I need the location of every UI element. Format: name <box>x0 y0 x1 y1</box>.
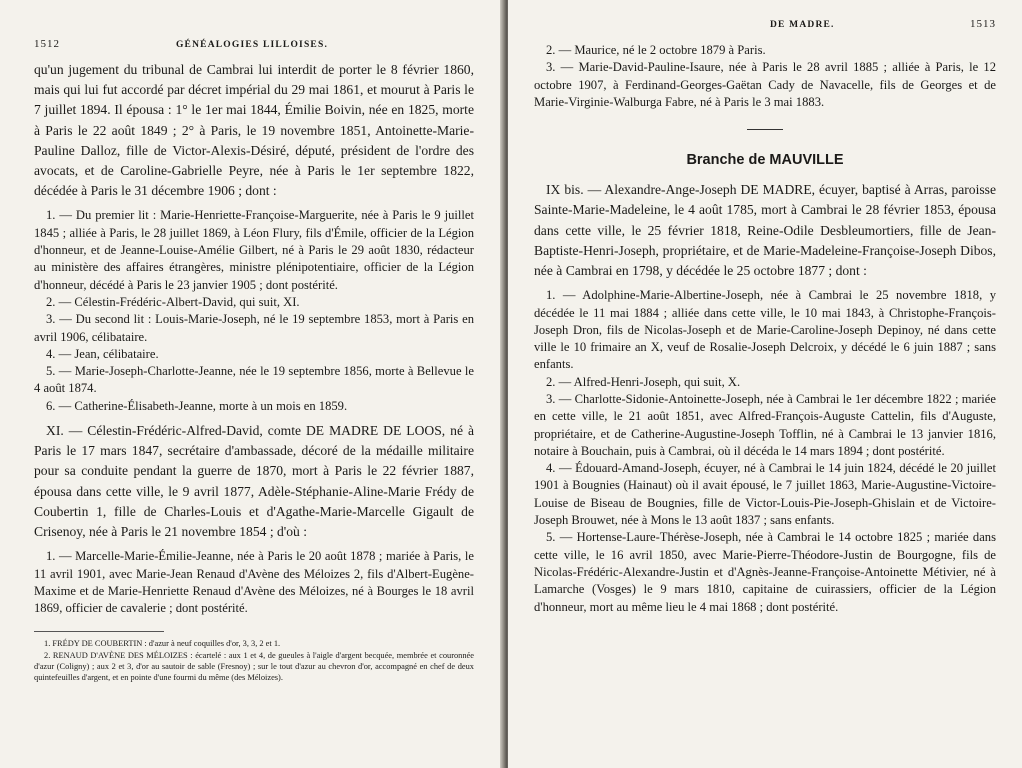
list-item: 1. — Marcelle-Marie-Émilie-Jeanne, née à Paris le 20 août 1878 ; mariée à Paris, le 11 avril 1901, avec Marie-Jean Renaud d'Avène des Méloizes 2, fils d'Albert-Eugène-Maxime et de Marie-Henriette Renaud d'Avène des Méloizes, né à Bourges le 18 avril 1869, officier de cavalerie ; dont postérité. <box>34 549 474 616</box>
right-page <box>508 0 1022 768</box>
footnote: 2. RENAUD D'AVÈNE DES MÉLOIZES : écartelé : aux 1 et 4, de gueules à l'aigle d'argent becquée, membrée et couronnée d'azur (Coligny) ; aux 2 et 3, d'or au sautoir de sable (Fresnoy) ; sur le tout d'azur au chevron d'or, accompagné en chef de deux quintefeuilles d'argent, et en pointe d'une fourmi du même (des Méloizes). <box>34 650 474 683</box>
list-item: 5. — Marie-Joseph-Charlotte-Jeanne, née le 19 septembre 1856, morte à Bellevue le 4 août 1874. <box>34 364 474 396</box>
right-running-head <box>534 18 996 30</box>
list-item: 3. — Charlotte-Sidonie-Antoinette-Joseph, née à Cambrai le 1er décembre 1822 ; mariée en cette ville, le 21 août 1851, avec Alfred-François-Auguste Cattelin, fils d'Auguste, propriétaire, et de Catherine-Augustine-Joseph Tofflin, né à Cambrai le 13 janvier 1816, notaire à Bouchain, puis à Cambrai, où il décéda le 14 mars 1894 ; dont postérité. <box>534 391 996 458</box>
list-item: 6. — Catherine-Élisabeth-Jeanne, morte à un mois en 1859. <box>46 398 348 413</box>
right-running-title: DE MADRE. <box>770 20 835 30</box>
left-running-head <box>34 38 474 50</box>
branch-heading: Branche de MAUVILLE <box>686 152 844 169</box>
list-item: 3. — Du second lit : Louis-Marie-Joseph, né le 19 septembre 1853, mort à Paris en avril 1906, célibataire. <box>34 312 474 344</box>
left-page-number: 1512 <box>34 38 60 50</box>
list-item: 4. — Jean, célibataire. <box>46 346 159 361</box>
list-item: 2. — Alfred-Henri-Joseph, qui suit, X. <box>546 374 741 389</box>
footnote: 1. FRÉDY DE COUBERTIN : d'azur à neuf coquilles d'or, 3, 3, 2 et 1. <box>44 639 281 649</box>
left-page <box>0 0 504 768</box>
list-item: 3. — Marie-David-Pauline-Isaure, née à Paris le 28 avril 1885 ; alliée à Paris, le 12 octobre 1907, à Ferdinand-Georges-Gaëtan Cady de Navacelle, fils de Georges et de Marie-Virginie-Walburga Fabre, né à Paris le 3 mai 1883. <box>534 60 996 109</box>
list-item: 5. — Hortense-Laure-Thérèse-Joseph, née à Cambrai le 14 octobre 1825 ; mariée dans cette ville, le 16 avril 1850, avec Marie-Pierre-Théodore-Justin de Bourgogne, fils de Nicolas-Frédéric-Alexandre-Justin et d'Agnès-Jeanne-Françoise-Antoinette Métivier, né à Lamarche (Vosges) le 9 mars 1810, capitaine de cuirassiers, officier de la Légion d'honneur, mort au même lieu le 4 mai 1868 ; dont postérité. <box>534 530 996 614</box>
list-item: 4. — Édouard-Amand-Joseph, écuyer, né à Cambrai le 14 juin 1824, décédé le 20 juillet 1901 à Bougnies (Hainaut) où il avait épousé, le 7 juillet 1863, Marie-Augustine-Victoire-Louise de Biseau de Bougnies, fille de Victor-Louis-Pie-Joseph-Ghislain et de Victoire-Joseph Brouwet, née à Mons le 13 août 1837 ; sans enfants. <box>534 461 996 528</box>
paragraph: XI. — Célestin-Frédéric-Alfred-David, comte DE MADRE DE LOOS, né à Paris le 17 mars 1847, secrétaire d'ambassade, décoré de la médaille militaire pour sa conduite pendant la guerre de 1870, mort à Paris le 22 février 1887, épousa dans cette ville, le 9 avril 1877, Adèle-Stéphanie-Aline-Marie Frédy de Coubertin 1, fille de Charles-Louis et d'Agathe-Marie-Marcelle Gigault de Crisenoy, née à Paris le 21 novembre 1854 ; d'où : <box>34 422 474 539</box>
list-item: 2. — Maurice, né le 2 octobre 1879 à Paris. <box>546 43 766 57</box>
footnote-rule <box>34 631 164 632</box>
paragraph: IX bis. — Alexandre-Ange-Joseph DE MADRE, écuyer, baptisé à Arras, paroisse Sainte-Marie-Madeleine, le 4 août 1785, mort à Cambrai le 28 février 1853, épousa dans cette ville, le 25 février 1818, Reine-Odile Desbleumortiers, fille de Jean-Baptiste-Henri-Joseph, propriétaire, et de Marie-Madeleine-Françoise-Joseph Dibos, née à Cambrai en 1798, y décédée le 25 octobre 1877 ; dont : <box>534 182 996 278</box>
right-page-number: 1513 <box>970 18 996 30</box>
list-item: 2. — Célestin-Frédéric-Albert-David, qui suit, XI. <box>46 294 300 309</box>
list-item: 1. — Du premier lit : Marie-Henriette-Françoise-Marguerite, née à Paris le 9 juillet 1845 ; alliée à Paris, le 28 juillet 1869, à Léon Flury, fils d'Émile, officier de la Légion d'honneur, et de Jeanne-Louise-Amélie Gilbert, né à Paris le 29 août 1830, rédacteur au ministère des affaires étrangères, ministre plénipotentiaire, officier de la Légion d'honneur, décédé à Paris le 23 janvier 1905 ; dont postérité. <box>34 208 474 292</box>
left-running-title: GÉNÉALOGIES LILLOISES. <box>175 40 329 50</box>
list-item: 1. — Adolphine-Marie-Albertine-Joseph, née à Cambrai le 25 novembre 1818, y décédée le 11 mai 1884 ; alliée dans cette ville, le 10 mai 1843, à Christophe-François-Joseph Dron, fils de Nicolas-Joseph et de Marie-Caroline-Joseph Depinoy, né dans cette ville le 10 frimaire an X, veuf de Rosalie-Joseph Delcroix, y décédé le 6 juin 1887 ; sans enfants. <box>534 288 996 372</box>
paragraph: qu'un jugement du tribunal de Cambrai lui interdit de porter le 8 février 1860, mais qui lui fut accordé par décret impérial du 29 mai 1861, et mourut à Paris le 7 juillet 1894. Il épousa : 1° le 1er mai 1844, Émilie Boivin, née en 1825, morte à Paris le 22 août 1849 ; 2° à Paris, le 19 novembre 1851, Antoinette-Marie-Pauline Dalloz, fille de Victor-Alexis-Désiré, député, président de l'ordre des avocats, et de Caroline-Gabrielle Peyre, née à Paris le 1er septembre 1822, décédée à Paris le 31 décembre 1906 ; dont : <box>34 62 474 199</box>
section-separator <box>747 129 783 130</box>
